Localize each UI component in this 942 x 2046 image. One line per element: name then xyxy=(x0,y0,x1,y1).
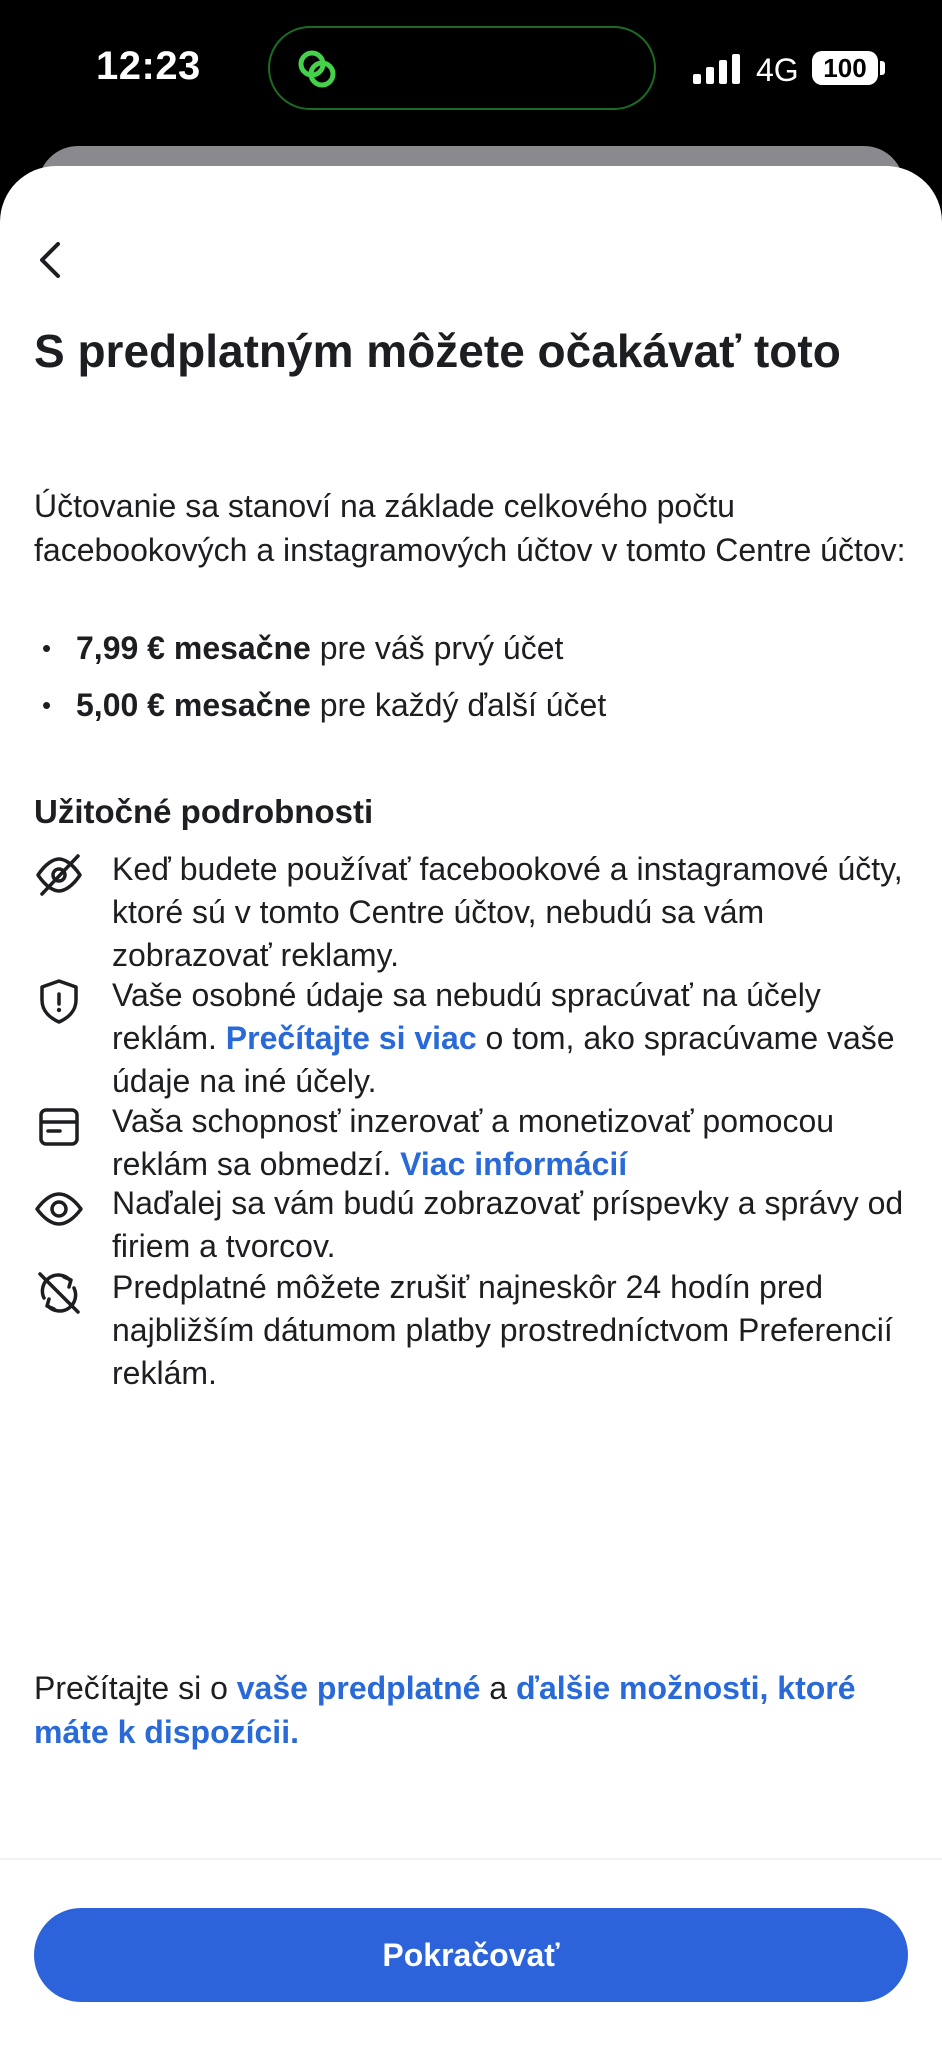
signal-icon xyxy=(693,54,741,84)
detail-cancel-text: Predplatné môžete zrušiť najneskôr 24 hodín pred najbližším dátumom platby prostredníctvom Preferencií reklám. xyxy=(112,1269,893,1391)
read-more-link[interactable]: Prečítajte si viac xyxy=(225,1020,477,1056)
back-arrow-icon[interactable] xyxy=(30,232,74,288)
detail-privacy-text-before: Vaše osobné údaje sa nebudú spracúvať na účely reklám. xyxy=(112,977,821,1056)
detail-posts xyxy=(34,1182,914,1268)
battery-indicator: 100 xyxy=(812,51,878,85)
network-type: 4G xyxy=(756,52,799,88)
detail-no-ads-text: Keď budete používať facebookové a instagramové účty, ktoré sú v tomto Centre účtov, nebudú sa vám zobrazovať reklamy. xyxy=(112,851,903,973)
battery-cap xyxy=(880,61,885,75)
shield-icon xyxy=(34,976,84,1026)
price-first-amount: 7,99 € mesačne xyxy=(76,630,311,666)
detail-privacy-text-after: o tom, ako spracúvame vaše údaje na iné účely. xyxy=(112,1020,895,1099)
more-info-link[interactable]: Viac informácií xyxy=(400,1146,628,1182)
page-title: S predplatným môžete očakávať toto xyxy=(34,325,841,377)
price-item-additional xyxy=(34,683,914,740)
other-options-link[interactable]: ďalšie možnosti, ktoré máte k dispozícii. xyxy=(34,1670,856,1750)
detail-monetize-text-before: Vaša schopnosť inzerovať a monetizovať pomocou reklám sa obmedzí. xyxy=(112,1103,835,1182)
link-chain-icon xyxy=(290,42,344,96)
eye-off-icon xyxy=(34,850,84,900)
detail-no-ads xyxy=(34,848,914,977)
eye-icon xyxy=(34,1184,84,1234)
dynamic-island xyxy=(268,26,656,110)
ad-card-icon xyxy=(34,1102,84,1152)
detail-cancel xyxy=(34,1266,914,1395)
price-additional-amount: 5,00 € mesačne xyxy=(76,687,311,723)
subscription-sheet xyxy=(0,166,942,2046)
price-first-desc: pre váš prvý účet xyxy=(310,630,564,666)
price-list xyxy=(34,626,914,740)
footer-text xyxy=(34,1666,914,1754)
detail-posts-text: Naďalej sa vám budú zobrazovať príspevky a správy od firiem a tvorcov. xyxy=(112,1185,904,1264)
price-item-first xyxy=(34,626,914,683)
footer-middle: a xyxy=(480,1670,516,1706)
footer-prefix: Prečítajte si o xyxy=(34,1670,237,1706)
status-bar xyxy=(0,0,942,140)
status-time: 12:23 xyxy=(96,44,201,88)
sync-off-icon xyxy=(34,1268,84,1318)
billing-intro: Účtovanie sa stanoví na základe celkového počtu facebookových a instagramových účtov v tomto Centre účtov: xyxy=(34,488,906,568)
detail-privacy-text xyxy=(112,974,914,1103)
detail-privacy xyxy=(34,974,914,1103)
your-subscription-link[interactable]: vaše predplatné xyxy=(236,1670,481,1706)
detail-monetize-text xyxy=(112,1100,914,1186)
continue-button[interactable]: Pokračovať xyxy=(34,1908,908,2002)
detail-monetize xyxy=(34,1100,914,1186)
section-title: Užitočné podrobnosti xyxy=(34,793,374,830)
bottom-action-bar xyxy=(0,1858,942,2046)
price-additional-desc: pre každý ďalší účet xyxy=(310,687,607,723)
